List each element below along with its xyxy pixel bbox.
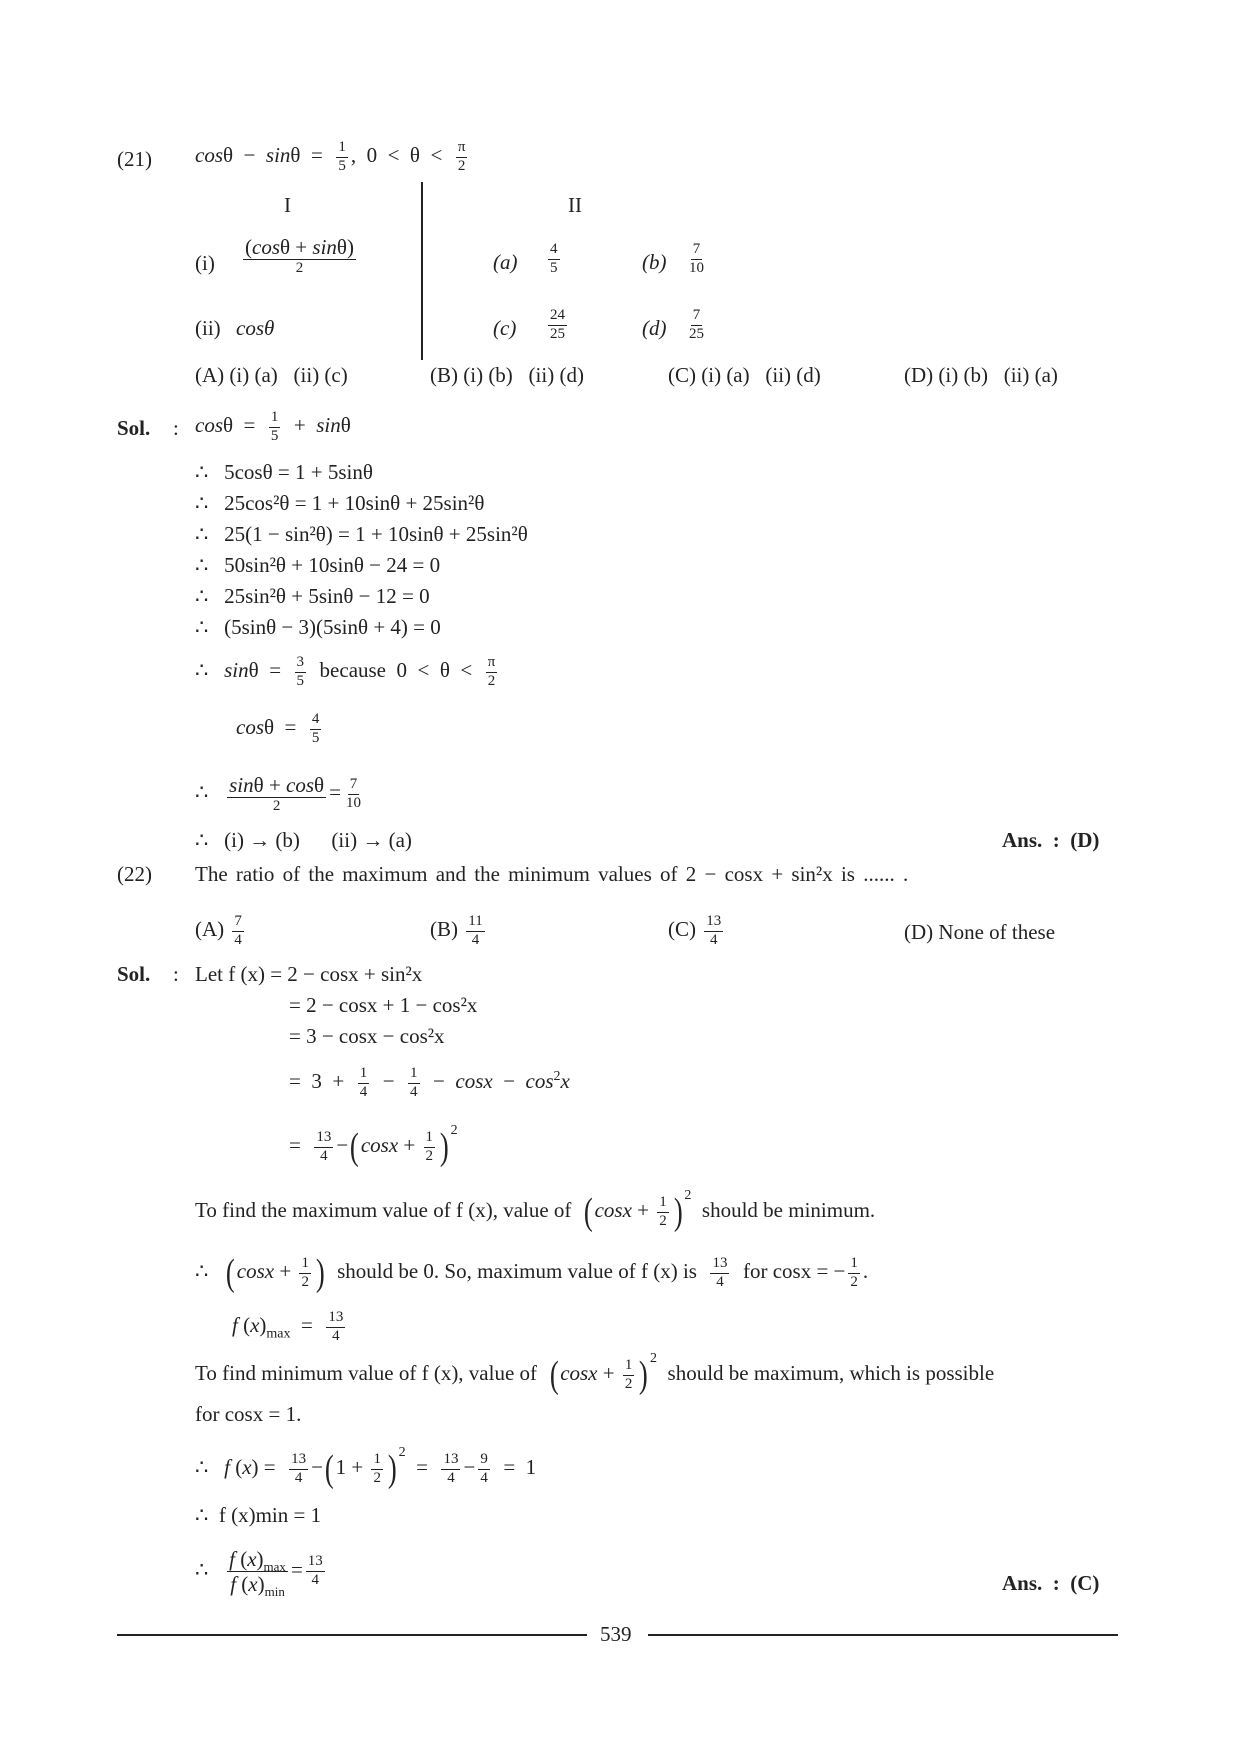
sol22-min-explanation: To find minimum value of f (x), value of (cosx + $\frac{1}{2}$ ) $^2$ should be maximum, which is possible	[195, 1350, 995, 1396]
sol21-step2: ∴ 25cos²θ = 1 + 10sinθ + 25sin²θ	[195, 491, 485, 515]
sol21-step3: ∴ 25(1 − sin²θ) = 1 + 10sinθ + 25sin²θ	[195, 522, 528, 546]
sol22-fx-at-min: ∴ f (x) = $\frac{13}{4}$ −(1 + $\frac{1}{2}$ ) $^2$ = $\frac{13}{4}$ − $\frac{9}{4}$ = 1	[195, 1444, 537, 1490]
sol22-step5: = $\frac{13}{4}$ −(cosx + $\frac{1}{2}$ ) $^2$	[289, 1122, 458, 1168]
q21-column-I-heading: I	[284, 193, 291, 217]
sol22-answer: Ans. : (C)	[1002, 1571, 1100, 1595]
sol22-colon: :	[173, 962, 179, 986]
sol21-cos-value: cosθ = $\frac{4}{5}$	[236, 711, 320, 746]
footer-rule-right	[648, 1634, 1118, 1636]
footer-rule-left	[117, 1634, 587, 1636]
sol22-zero-explanation: ∴ (cosx + $\frac{1}{2}$ ) should be 0. So, maximum value of f (x) is $\frac{13}{4}$ for cosx = − $\frac{1}{2}$ .	[195, 1252, 869, 1294]
q21-statement: cosθ − sinθ = $\frac{1}{5}$ , 0 < θ < $\frac{\pi}{2}$	[195, 139, 466, 174]
sol21-label: Sol.	[117, 416, 151, 440]
q21-choice-B: (B) (i) (b) (ii) (d)	[430, 363, 584, 387]
q21-option-a-value: $\frac{4}{5}$	[550, 241, 558, 276]
sol22-step1: Let f (x) = 2 − cosx + sin²x	[195, 962, 423, 986]
because-word: because	[319, 658, 387, 683]
sol22-step2: = 2 − cosx + 1 − cos²x	[289, 993, 478, 1017]
sol21-answer: Ans. : (D)	[1002, 828, 1100, 852]
q22-choice-C: (C) $\frac{13}{4}$	[668, 913, 722, 948]
q21-number: (21)	[117, 147, 152, 171]
q21-option-b-value: $\frac{7}{10}$	[689, 241, 704, 276]
q21-item-ii-expression: cosθ	[236, 316, 275, 340]
q21-item-ii-label: (ii)	[195, 316, 221, 340]
sol21-conclusion: ∴ (i) → (b) (ii) → (a)	[195, 828, 412, 852]
sol21-step5: ∴ 25sin²θ + 5sinθ − 12 = 0	[195, 584, 430, 608]
q21-option-c-value: $\frac{24}{25}$	[550, 307, 565, 342]
sol21-ratio: ∴ $\frac{\sin\theta + \cos\theta}{2}$ = $\frac{7}{10}$	[195, 773, 361, 815]
sol22-min-condition: for cosx = 1.	[195, 1402, 302, 1426]
sol22-label: Sol.	[117, 962, 151, 986]
q21-option-a-label: (a)	[493, 250, 518, 274]
q22-choice-B: (B) $\frac{11}{4}$	[430, 913, 483, 948]
q21-choice-C: (C) (i) (a) (ii) (d)	[668, 363, 821, 387]
sol21-step0: cosθ = $\frac{1}{5}$ + sinθ	[195, 409, 351, 444]
sol22-max-explanation: To find the maximum value of f (x), value of (cosx + $\frac{1}{2}$ ) $^2$ should be minimum.	[195, 1187, 876, 1233]
q21-item-i-expression: $\frac{(\cos\theta + \sin\theta)}{2}$	[245, 235, 354, 277]
column-divider	[421, 182, 423, 360]
sol21-step4: ∴ 50sin²θ + 10sinθ − 24 = 0	[195, 553, 441, 577]
q21-option-b-label: (b)	[642, 250, 667, 274]
sol22-step3: = 3 − cosx − cos²x	[289, 1024, 445, 1048]
sol22-step4: = 3 + $\frac{1}{4}$ − $\frac{1}{4}$ − $\cos x - \cos^2x$	[289, 1065, 570, 1100]
q22-question: The ratio of the maximum and the minimum values of 2 − cosx + sin²x is ...... .	[195, 862, 909, 886]
q21-column-II-heading: II	[568, 193, 582, 217]
sol22-ratio: ∴ $\frac{f (x)_{max}}{f (x)_{min}}$ = $\frac{13}{4}$	[195, 1547, 323, 1600]
sol21-step1: ∴ 5cosθ = 1 + 5sinθ	[195, 460, 373, 484]
q22-choice-D: (D) None of these	[904, 920, 1056, 944]
page-number: 539	[600, 1622, 632, 1646]
q22-number: (22)	[117, 862, 152, 886]
sol22-fmin: ∴ f (x)min = 1	[195, 1503, 322, 1527]
sol21-sin-value: ∴ sinθ = $\frac{3}{5}$ because 0 < θ < $\frac{\pi}{2}$	[195, 654, 496, 689]
q21-option-d-value: $\frac{7}{25}$	[689, 307, 704, 342]
q21-choice-D: (D) (i) (b) (ii) (a)	[904, 363, 1058, 387]
sol21-step6: ∴ (5sinθ − 3)(5sinθ + 4) = 0	[195, 615, 441, 639]
q21-option-c-label: (c)	[493, 316, 517, 340]
q21-item-i-label: (i)	[195, 251, 215, 275]
q21-option-d-label: (d)	[642, 316, 667, 340]
q21-choice-A: (A) (i) (a) (ii) (c)	[195, 363, 348, 387]
q22-choice-A: (A) $\frac{7}{4}$	[195, 913, 242, 948]
sol22-fmax: f $(x)_{max}$ = $\frac{13}{4}$	[232, 1309, 344, 1344]
sol21-colon: :	[173, 416, 179, 440]
